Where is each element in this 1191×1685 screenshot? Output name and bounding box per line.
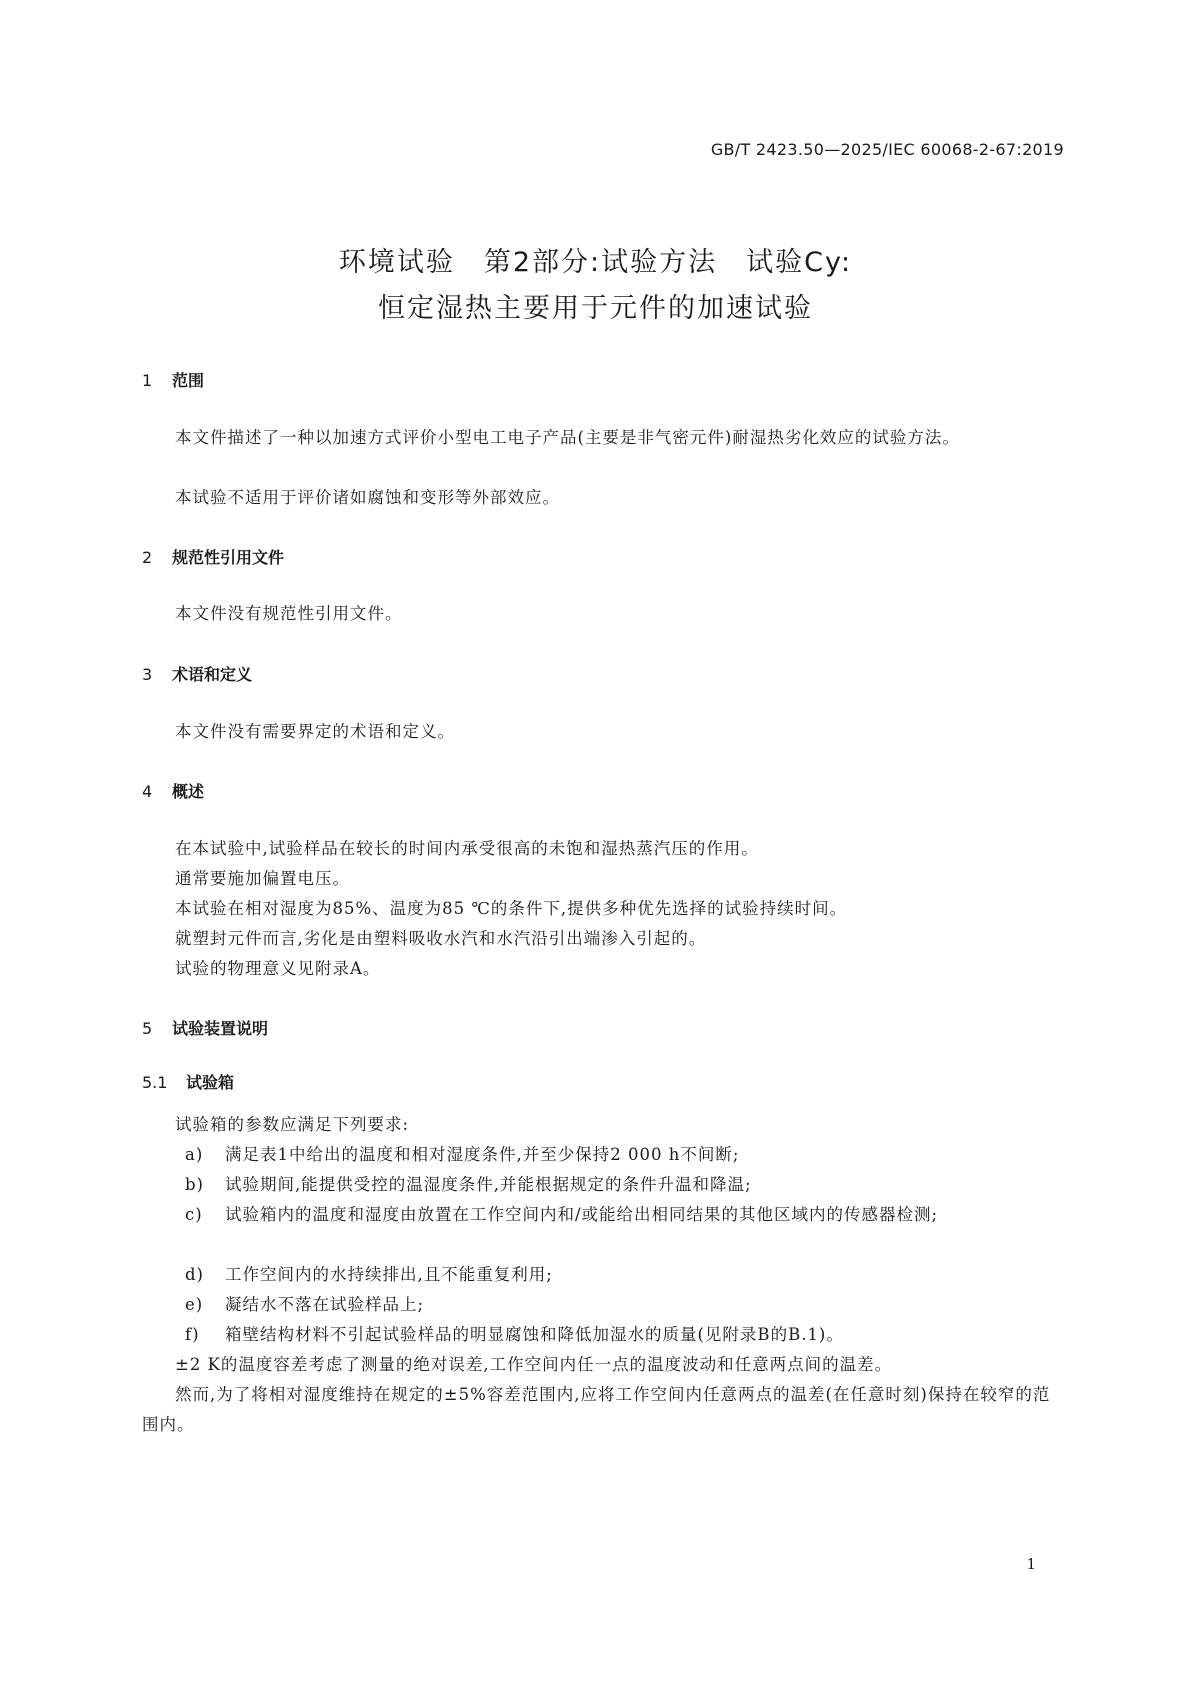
list-marker: f) [185, 1325, 200, 1344]
section-5-heading [142, 1016, 268, 1039]
section-number: 3 [142, 665, 153, 684]
section-2-heading [142, 545, 284, 568]
section-3-paragraph-1: 本文件没有需要界定的术语和定义。 [175, 722, 455, 741]
list-text: 满足表1中给出的温度和相对湿度条件,并至少保持2 000 h不间断; [225, 1145, 740, 1164]
section-5-1-heading [142, 1070, 234, 1093]
section-title: 试验箱 [186, 1073, 235, 1092]
list-text: 箱壁结构材料不引起试验样品的明显腐蚀和降低加湿水的质量(见附录B的B.1)。 [225, 1325, 844, 1344]
document-code-header: GB/T 2423.50—2025/IEC 60068-2-67:2019 [710, 140, 1064, 159]
section-2-paragraph-1: 本文件没有规范性引用文件。 [175, 604, 403, 623]
section-4-paragraph-5: 试验的物理意义见附录A。 [175, 959, 381, 978]
list-item [185, 1320, 1062, 1350]
list-item [185, 1290, 1062, 1320]
list-marker: d) [185, 1265, 204, 1284]
section-4-heading [142, 779, 204, 802]
page-number: 1 [1026, 1555, 1036, 1573]
temperature-tolerance-paragraph: ±2 K的温度容差考虑了测量的绝对误差,工作空间内任一点的温度波动和任意两点间的温差。 [175, 1355, 893, 1374]
section-number: 4 [142, 782, 153, 801]
section-number: 5.1 [142, 1073, 168, 1092]
section-number: 2 [142, 548, 153, 567]
list-item [185, 1260, 1062, 1290]
section-1-heading [142, 368, 204, 391]
section-title: 术语和定义 [172, 665, 253, 684]
section-4-paragraph-3: 本试验在相对湿度为85%、温度为85 ℃的条件下,提供多种优先选择的试验持续时间。 [175, 899, 848, 918]
list-text: 工作空间内的水持续排出,且不能重复利用; [225, 1265, 553, 1284]
section-4-paragraph-1: 在本试验中,试验样品在较长的时间内承受很高的未饱和湿热蒸汽压的作用。 [175, 839, 759, 858]
section-3-heading [142, 662, 252, 685]
section-title: 规范性引用文件 [172, 548, 285, 567]
list-item [185, 1170, 1062, 1200]
list-text: 凝结水不落在试验样品上; [225, 1295, 425, 1314]
title-line-1: 环境试验 第2部分:试验方法 试验Cy: [338, 247, 853, 278]
list-text: 试验箱内的温度和湿度由放置在工作空间内和/或能给出相同结果的其他区域内的传感器检测; [225, 1205, 939, 1224]
section-number: 5 [142, 1019, 153, 1038]
section-title: 范围 [172, 371, 205, 390]
humidity-tolerance-paragraph: 然而,为了将相对湿度维持在规定的±5%容差范围内,应将工作空间内任意两点的温差(在任意时刻)保持在较窄的范围内。 [142, 1385, 1051, 1434]
title-line-2: 恒定湿热主要用于元件的加速试验 [378, 293, 813, 324]
section-4-paragraph-4: 就塑封元件而言,劣化是由塑料吸收水汽和水汽沿引出端渗入引起的。 [175, 929, 707, 948]
list-item [185, 1140, 1062, 1170]
list-marker: e) [185, 1295, 204, 1314]
list-text: 试验期间,能提供受控的温湿度条件,并能根据规定的条件升温和降温; [225, 1175, 752, 1194]
section-title: 试验装置说明 [172, 1019, 269, 1038]
section-5-1-intro: 试验箱的参数应满足下列要求: [175, 1115, 410, 1134]
section-1-paragraph-2: 本试验不适用于评价诸如腐蚀和变形等外部效应。 [175, 488, 560, 507]
section-title: 概述 [172, 782, 205, 801]
section-4-paragraph-2: 通常要施加偏置电压。 [175, 869, 350, 888]
list-marker: b) [185, 1175, 204, 1194]
list-item [185, 1200, 1062, 1230]
list-marker: a) [185, 1145, 204, 1164]
section-number: 1 [142, 371, 153, 390]
list-marker: c) [185, 1205, 203, 1224]
document-title [0, 240, 1191, 332]
section-1-paragraph-1: 本文件描述了一种以加速方式评价小型电工电子产品(主要是非气密元件)耐湿热劣化效应的试验方法。 [175, 428, 960, 447]
